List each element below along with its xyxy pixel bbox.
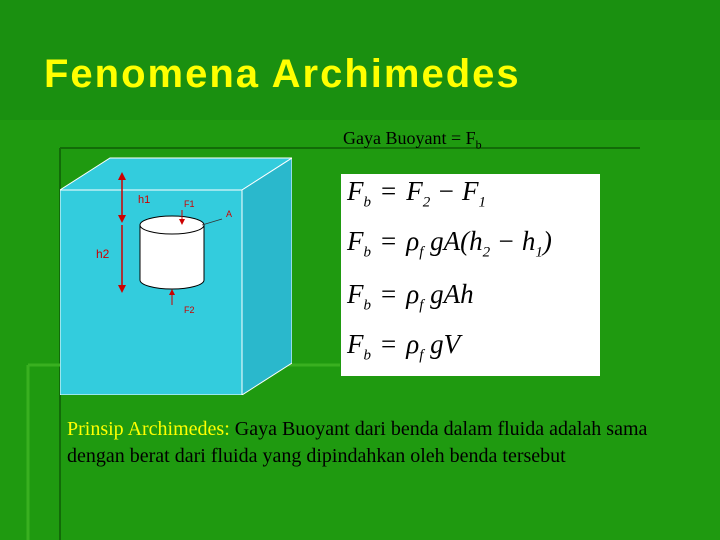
cylinder-top [140,216,204,234]
formula-4-rhs: $\rho_f$ gV [406,329,461,364]
formula-line-4 [347,329,460,364]
formula-4-lhs-sub: b [363,347,371,364]
cylinder-body [140,225,204,289]
label-h1: h1 [138,194,151,206]
formula-1-equals: = [381,176,397,206]
formula-2-lhs-sub: b [363,244,371,261]
formula-4-equals: = [381,329,397,359]
archimedes-diagram [60,155,292,395]
formula-3-rhs: $\rho_f$ gAh [406,279,474,314]
formula-3-equals: = [381,279,397,309]
subtitle-text: Gaya Buoyant = F [343,128,476,148]
formula-1-lhs: F [347,176,364,206]
principle-highlight: Prinsip Archimedes: [67,418,230,440]
page-title: Fenomena Archimedes [44,52,521,96]
formula-3-lhs-sub: b [363,297,371,314]
principle-text [67,416,687,470]
formula-box [341,174,600,376]
formula-1-rhs: $F_2 - F_1$ [406,176,486,211]
formula-1-lhs-sub: b [363,194,371,211]
label-f2: F2 [184,305,195,315]
subtitle-subscript: b [475,137,482,152]
label-h2: h2 [96,247,110,261]
formula-4-lhs: F [347,329,364,359]
formula-line-3 [347,279,474,314]
label-f1: F1 [184,199,195,209]
principle-body: Gaya Buoyant dari benda dalam fluida adalah sama dengan berat dari fluida yang dipindahkan oleh benda tersebut [67,418,648,467]
formula-2-equals: = [381,226,397,256]
label-a: A [226,209,233,219]
formula-3-lhs: F [347,279,364,309]
formula-line-1 [347,176,486,211]
box-side-face [242,158,292,395]
formula-line-2 [347,226,552,261]
formula-2-lhs: F [347,226,364,256]
subtitle [343,128,482,153]
formula-2-rhs: $\rho_f$ $gA(h_2 - h_1)$ [406,226,552,261]
